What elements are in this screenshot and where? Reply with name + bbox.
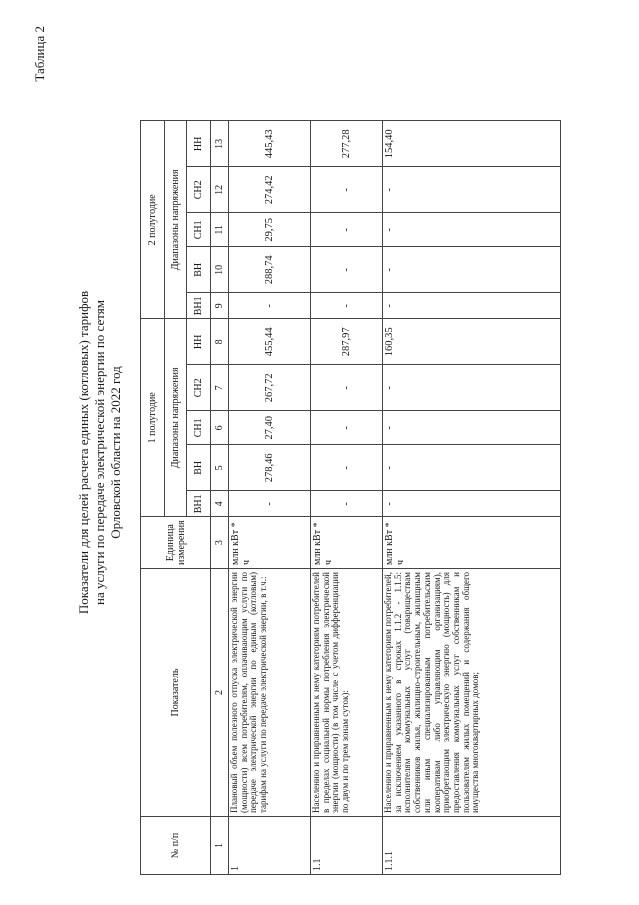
level-header: ВН1 [187, 293, 211, 319]
value-cell: - [383, 247, 561, 293]
level-header: СН2 [187, 365, 211, 411]
value-cell: - [311, 167, 383, 213]
value-cell: - [383, 445, 561, 491]
row-number: 1 [229, 817, 311, 875]
value-cell: - [383, 293, 561, 319]
row-unit: млн кВт * ч [311, 517, 383, 569]
row-description: Плановый объем полезного отпуска электрической энергии (мощности) всем потребителям, оплачивающим услуги по передаче электрической энергии по единым (котловым) тарифам на услуги по передаче электрической энергии, в т.ч.: [229, 569, 311, 817]
value-cell: - [311, 293, 383, 319]
row-number: 1.1.1 [383, 817, 561, 875]
header-half1: 1 полугодие [141, 319, 165, 517]
row-number: 1.1 [311, 817, 383, 875]
value-cell: - [383, 491, 561, 517]
value-cell: - [311, 411, 383, 445]
column-number: 8 [211, 319, 229, 365]
column-number-row [211, 121, 229, 875]
row-description: Населению и приравненным к нему категориям потребителей в пределах социальной нормы потребления электрической энергии (мощности) (в том числе с учетом дифференциации по двум и по трем зонам суток): [311, 569, 383, 817]
value-cell: - [229, 491, 311, 517]
row-description: Населению и приравненным к нему категориям потребителей, за исключением указанного в строках 1.1.2 - 1.1.5: исполнителям коммунальных услуг (товариществам собственников жилья, жилищно-строительным, жилищным или иным специализированным потребительским кооперативам либо управляющим организациям), приобретающим электрическую энергию (мощность) для предоставления коммунальных услуг собственникам и пользователям жилых помещений и содержания общего имущества многоквартирных домов; [383, 569, 561, 817]
table-row [229, 121, 311, 875]
value-cell: - [311, 365, 383, 411]
column-number: 9 [211, 293, 229, 319]
column-number: 13 [211, 121, 229, 167]
value-cell: 27,40 [229, 411, 311, 445]
value-cell: 160,35 [383, 319, 561, 365]
table-label: Таблица 2 [32, 26, 47, 82]
header-num: № п/п [141, 817, 211, 875]
column-number: 12 [211, 167, 229, 213]
level-header: СН2 [187, 167, 211, 213]
value-cell: - [311, 491, 383, 517]
value-cell: 274,42 [229, 167, 311, 213]
level-header: НН [187, 121, 211, 167]
title-line: Показатели для целей расчета единых (котловых) тарифов [76, 290, 91, 615]
column-number: 4 [211, 491, 229, 517]
level-header: СН1 [187, 411, 211, 445]
value-cell: - [383, 411, 561, 445]
value-cell: 455,44 [229, 319, 311, 365]
header-unit: Единица измерения [141, 517, 211, 569]
value-cell: 287,97 [311, 319, 383, 365]
column-number: 3 [211, 517, 229, 569]
column-number: 7 [211, 365, 229, 411]
value-cell: 277,28 [311, 121, 383, 167]
column-number: 1 [211, 817, 229, 875]
value-cell: - [311, 247, 383, 293]
value-cell: 288,74 [229, 247, 311, 293]
value-cell: 445,43 [229, 121, 311, 167]
column-number: 2 [211, 569, 229, 817]
header-row [141, 121, 165, 875]
value-cell: - [229, 293, 311, 319]
column-number: 11 [211, 213, 229, 247]
title-line: Орловской области на 2022 год [107, 366, 123, 539]
table-row [383, 121, 561, 875]
value-cell: - [311, 445, 383, 491]
header-ranges: Диапазоны напряжения [165, 121, 187, 319]
level-header: ВН [187, 445, 211, 491]
value-cell: 154,40 [383, 121, 561, 167]
value-cell: 29,75 [229, 213, 311, 247]
row-unit: млн кВт * ч [383, 517, 561, 569]
level-header: НН [187, 319, 211, 365]
title-line: на услуги по передаче электрической энергии по сетям [91, 300, 107, 605]
header-half2: 2 полугодие [141, 121, 165, 319]
level-header: СН1 [187, 213, 211, 247]
value-cell: - [311, 213, 383, 247]
column-number: 6 [211, 411, 229, 445]
row-unit: млн кВт * ч [229, 517, 311, 569]
level-header: ВН [187, 247, 211, 293]
column-number: 10 [211, 247, 229, 293]
value-cell: 278,46 [229, 445, 311, 491]
table-row [311, 121, 383, 875]
value-cell: - [383, 167, 561, 213]
value-cell: - [383, 213, 561, 247]
table-title [76, 0, 124, 905]
level-header: ВН1 [187, 491, 211, 517]
column-number: 5 [211, 445, 229, 491]
header-indicator: Показатель [141, 569, 211, 817]
tariff-table [140, 120, 561, 875]
value-cell: - [383, 365, 561, 411]
value-cell: 267,72 [229, 365, 311, 411]
header-ranges: Диапазоны напряжения [165, 319, 187, 517]
